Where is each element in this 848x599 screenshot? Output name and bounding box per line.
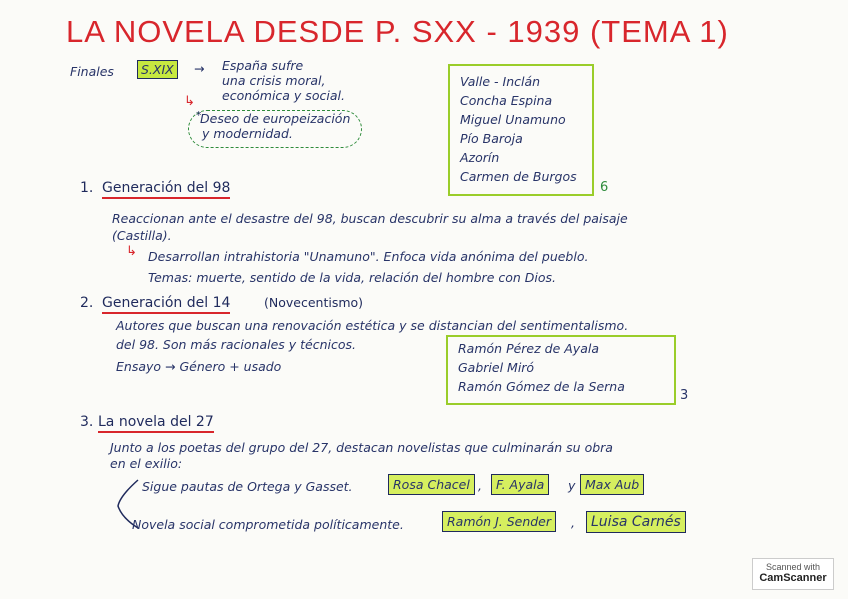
intro-line-2: una crisis moral, [222,73,326,88]
section-1-number: 1. [80,180,94,196]
camscanner-badge [752,558,834,590]
section-2-number: 2. [80,295,94,311]
novelist-name: Luisa Carnés [586,511,686,533]
author-item: Ramón Gómez de la Serna [458,379,625,394]
author-item: Gabriel Miró [458,360,535,375]
section-3-number: 3. [80,414,94,430]
curved-arrow-icon: ↳ [126,244,137,259]
authors-box-98 [448,64,594,196]
novelist-name: Rosa Chacel [388,474,475,495]
section-2-line-3: Ensayo → Género + usado [116,359,282,374]
authors-count-98: 6 [600,180,609,195]
section-2-heading: Generación del 14 [102,295,230,314]
section-2-heading-note: (Novecentismo) [264,295,364,310]
cloud-line-2: y modernidad. [202,126,293,141]
novelist-name: F. Ayala [491,474,549,495]
authors-box-14 [446,335,676,405]
section-3-branch-2: Novela social comprometida políticamente. [132,517,404,532]
separator: , [571,515,575,530]
section-3-heading: La novela del 27 [98,414,214,433]
author-item: Miguel Unamuno [460,112,566,127]
cloud-line-1: Deseo de europeización [200,111,351,126]
author-item: Carmen de Burgos [460,169,577,184]
author-item: Valle - Inclán [460,74,541,89]
section-1-heading: Generación del 98 [102,180,230,199]
separator: , [478,478,482,493]
section-1-line-4: Temas: muerte, sentido de la vida, relación del hombre con Dios. [148,270,557,285]
scanned-with-text: Scanned with [765,562,821,572]
conjunction: y [568,478,576,493]
novelist-name: Ramón J. Sender [442,511,556,532]
author-item: Azorín [460,150,500,165]
authors-count-14: 3 [680,388,689,403]
intro-line-3: económica y social. [222,88,345,103]
author-item: Concha Espina [460,93,553,108]
asterisk-icon: * [196,109,202,122]
author-item: Ramón Pérez de Ayala [458,341,599,356]
intro-line-1: España sufre [222,58,304,73]
section-1-line-3: Desarrollan intrahistoria "Unamuno". Enfoca vida anónima del pueblo. [148,249,589,264]
intro-highlight: S.XIX [137,60,178,79]
section-1-line-1: Reaccionan ante el desastre del 98, buscan descubrir su alma a través del paisaje [112,211,628,226]
curved-arrow-icon: ↳ [184,94,195,109]
author-item: Pío Baroja [460,131,523,146]
section-2-line-2: del 98. Son más racionales y técnicos. [116,337,356,352]
intro-label: Finales [70,64,114,79]
section-2-line-1: Autores que buscan una renovación estética y se distancian del sentimentalismo. [116,318,629,333]
section-1-line-2: (Castilla). [112,228,172,243]
camscanner-logo: CamScanner [759,572,827,584]
section-3-branch-1: Sigue pautas de Ortega y Gasset. [142,479,353,494]
page-title: LA NOVELA DESDE P. SXX - 1939 (TEMA 1) [66,14,729,49]
arrow-icon: → [194,61,205,76]
novelist-name: Max Aub [580,474,644,495]
section-3-line-2: en el exilio: [110,456,183,471]
section-3-line-1: Junto a los poetas del grupo del 27, destacan novelistas que culminarán su obra [110,440,613,455]
